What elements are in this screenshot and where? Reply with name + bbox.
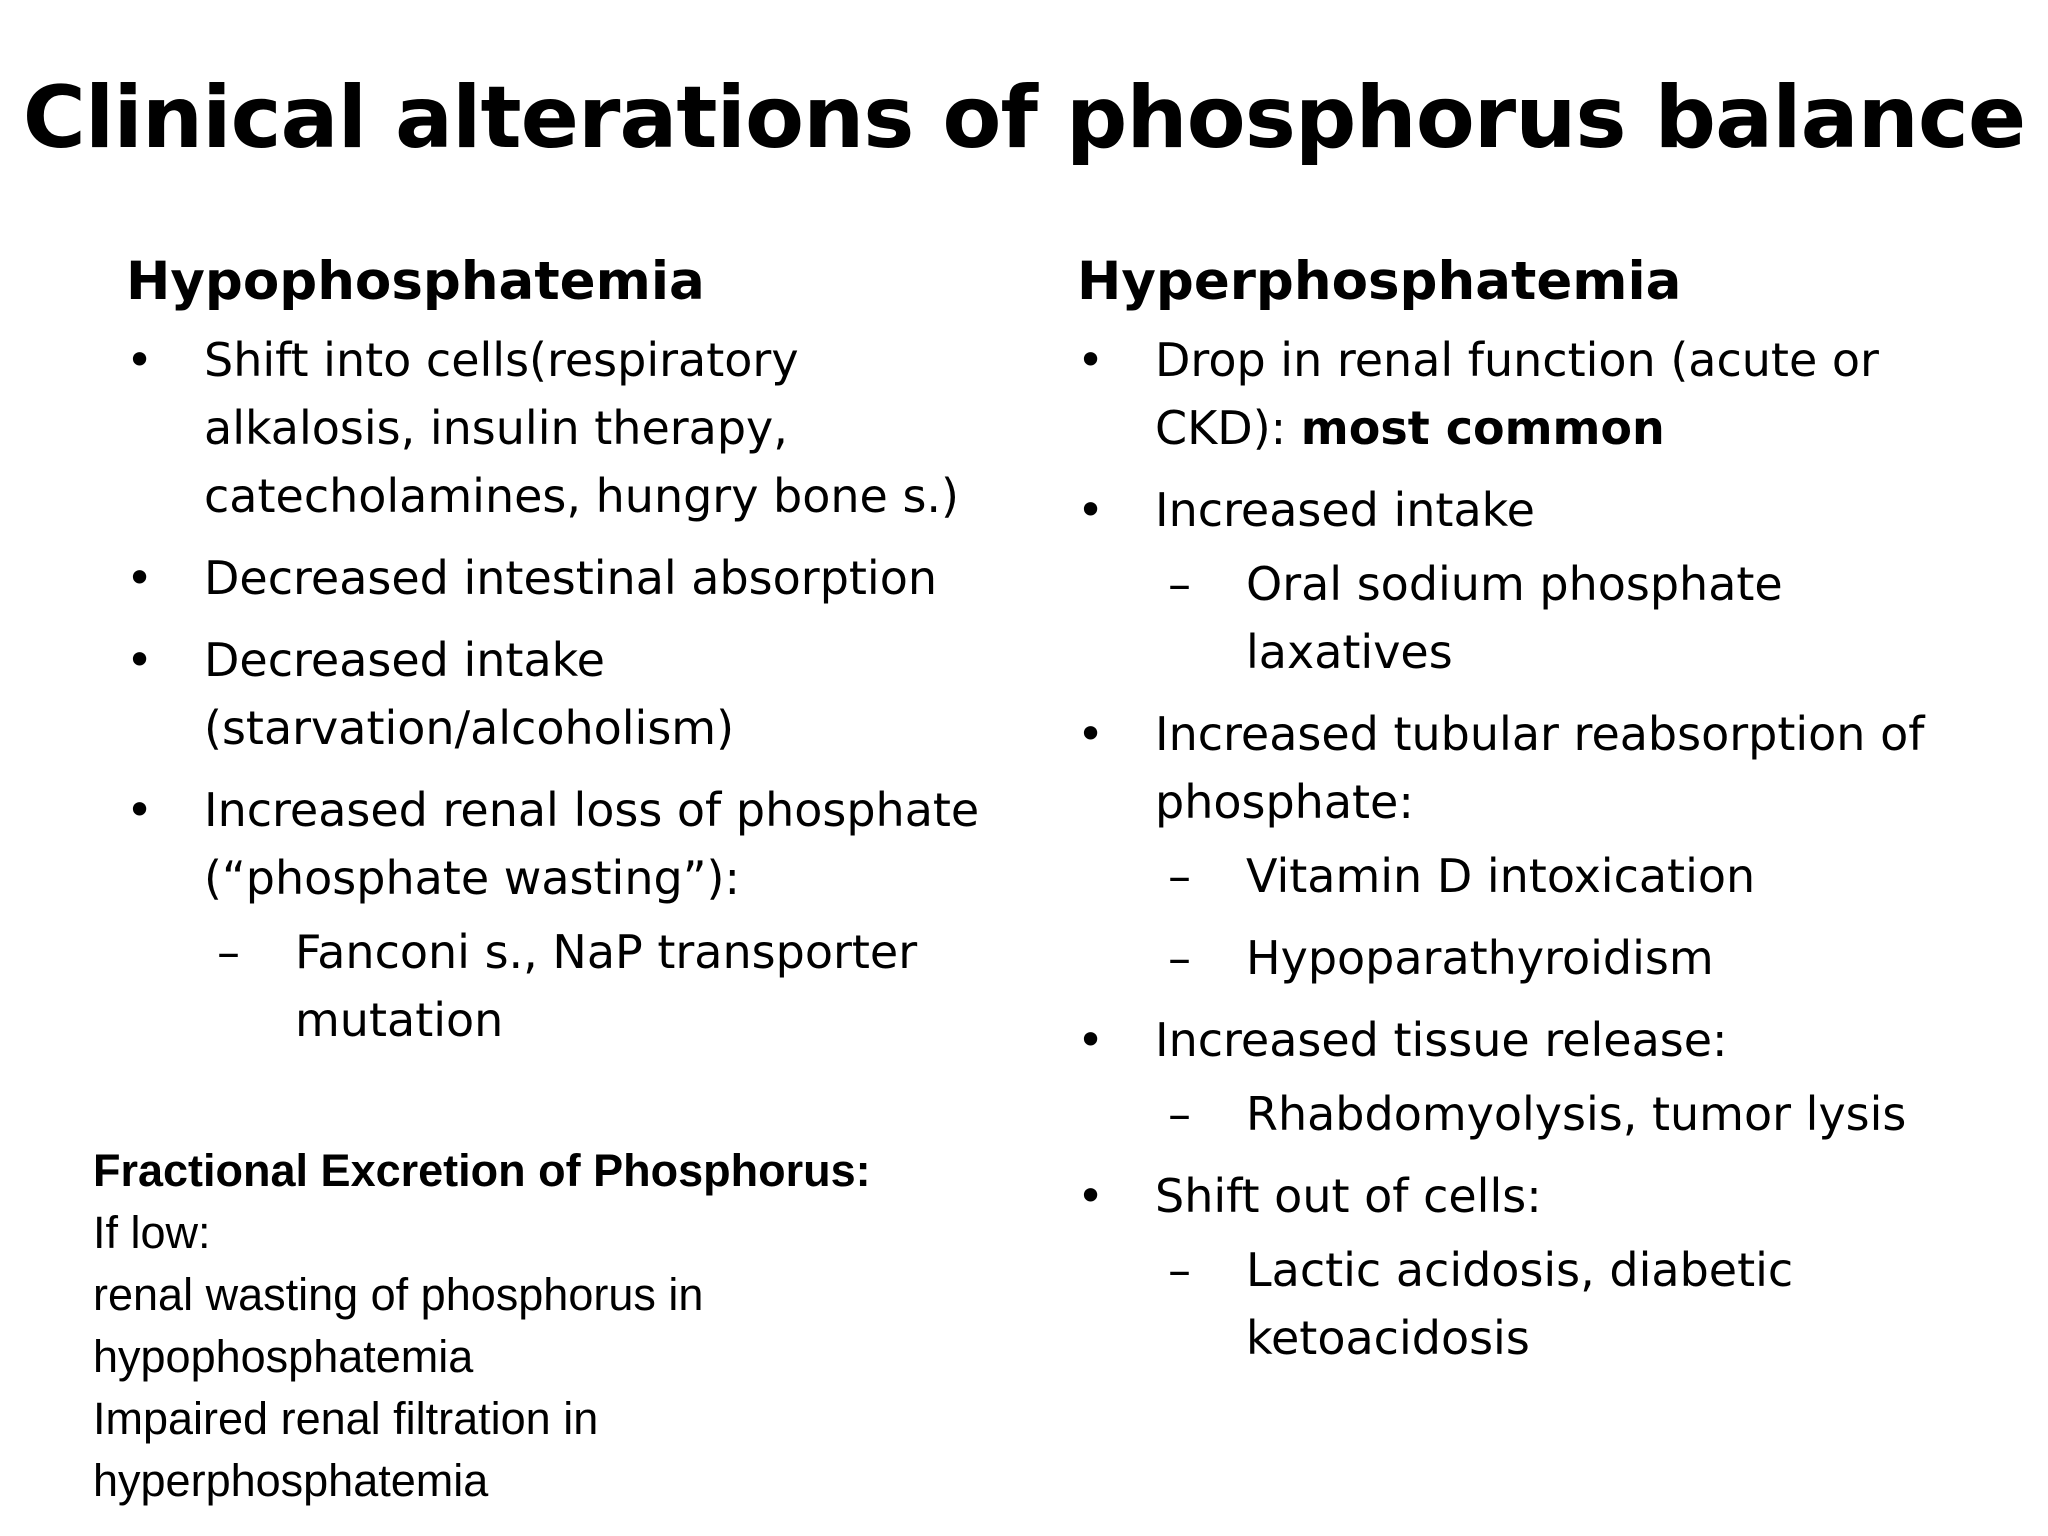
sub-list — [1155, 1236, 2017, 1372]
fractional-excretion-line: If low: — [93, 1207, 211, 1258]
bullet-item — [1077, 1006, 2017, 1148]
fractional-excretion-note — [93, 1140, 993, 1512]
bullet-text-content: Drop in renal function (acute or CKD): — [1155, 333, 1879, 455]
bullet-text-content: Shift into cells(respiratory alkalosis, insulin therapy, catecholamines, hungry bone s.) — [204, 333, 960, 523]
bullet-text — [1155, 1169, 1542, 1223]
bullet-text — [204, 633, 734, 755]
bullet-text-content: Increased intake — [1155, 483, 1535, 537]
sub-item-text: Rhabdomyolysis, tumor lysis — [1246, 1087, 1907, 1141]
sub-item-text: Vitamin D intoxication — [1246, 849, 1756, 903]
dash-marker: – — [1168, 849, 1191, 903]
bullet-text-content: Decreased intestinal absorption — [204, 551, 938, 605]
hyperphosphatemia-heading: Hyperphosphatemia — [1077, 251, 1682, 312]
fractional-excretion-line: Impaired renal filtration in — [93, 1393, 599, 1444]
bullet-text — [204, 783, 979, 905]
sub-item — [1154, 550, 2017, 686]
bullet-marker: • — [126, 783, 154, 837]
bullet-marker: • — [1077, 483, 1105, 537]
bullet-item — [126, 326, 1006, 530]
bullet-item — [1077, 476, 2017, 686]
bullet-text-content: Shift out of cells: — [1155, 1169, 1542, 1223]
dash-marker: – — [217, 925, 240, 979]
bullet-text-content: Increased renal loss of phosphate (“phosphate wasting”): — [204, 783, 980, 905]
dash-marker: – — [1168, 1243, 1191, 1297]
bullet-text — [1155, 333, 1879, 455]
hypophosphatemia-list — [126, 326, 1006, 1054]
bullet-emphasis: most common — [1300, 401, 1665, 455]
bullet-text — [1155, 707, 1924, 829]
bullet-text-content: Decreased intake (starvation/alcoholism) — [204, 633, 735, 755]
fractional-excretion-line: hyperphosphatemia — [93, 1455, 489, 1506]
hypophosphatemia-heading: Hypophosphatemia — [126, 251, 705, 312]
sub-item — [1154, 842, 2017, 910]
sub-list — [1155, 1080, 2017, 1148]
fractional-excretion-heading: Fractional Excretion of Phosphorus: — [93, 1145, 871, 1196]
sub-item — [1154, 924, 2017, 992]
bullet-text-content: Increased tissue release: — [1155, 1013, 1728, 1067]
bullet-text-content: Increased tubular reabsorption of phosphate: — [1155, 707, 1925, 829]
sub-list — [1155, 842, 2017, 992]
bullet-item — [126, 776, 1006, 1054]
sub-list — [204, 918, 1006, 1054]
sub-item-text: Fanconi s., NaP transporter mutation — [295, 925, 918, 1047]
sub-item — [1154, 1236, 2017, 1372]
bullet-marker: • — [126, 633, 154, 687]
dash-marker: – — [1168, 557, 1191, 611]
bullet-marker: • — [1077, 707, 1105, 761]
dash-marker: – — [1168, 1087, 1191, 1141]
sub-item-text: Oral sodium phosphate laxatives — [1246, 557, 1783, 679]
bullet-marker: • — [1077, 333, 1105, 387]
bullet-item — [126, 544, 1006, 612]
bullet-text — [204, 333, 959, 523]
bullet-item — [1077, 326, 2017, 462]
bullet-item — [126, 626, 1006, 762]
fractional-excretion-line: hypophosphatemia — [93, 1331, 474, 1382]
sub-item — [1154, 1080, 2017, 1148]
bullet-marker: • — [1077, 1169, 1105, 1223]
slide-title: Clinical alterations of phosphorus balance — [22, 68, 2026, 168]
dash-marker: – — [1168, 931, 1191, 985]
hypophosphatemia-column — [126, 244, 1006, 1068]
fractional-excretion-line: renal wasting of phosphorus in — [93, 1269, 704, 1320]
bullet-text — [204, 551, 937, 605]
bullet-text — [1155, 1013, 1728, 1067]
bullet-marker: • — [126, 551, 154, 605]
hyperphosphatemia-list — [1077, 326, 2017, 1372]
sub-item — [203, 918, 1006, 1054]
bullet-item — [1077, 700, 2017, 992]
hyperphosphatemia-column — [1077, 244, 2017, 1386]
sub-list — [1155, 550, 2017, 686]
bullet-item — [1077, 1162, 2017, 1372]
bullet-marker: • — [126, 333, 154, 387]
bullet-text — [1155, 483, 1535, 537]
sub-item-text: Lactic acidosis, diabetic ketoacidosis — [1246, 1243, 1794, 1365]
bullet-marker: • — [1077, 1013, 1105, 1067]
sub-item-text: Hypoparathyroidism — [1246, 931, 1714, 985]
